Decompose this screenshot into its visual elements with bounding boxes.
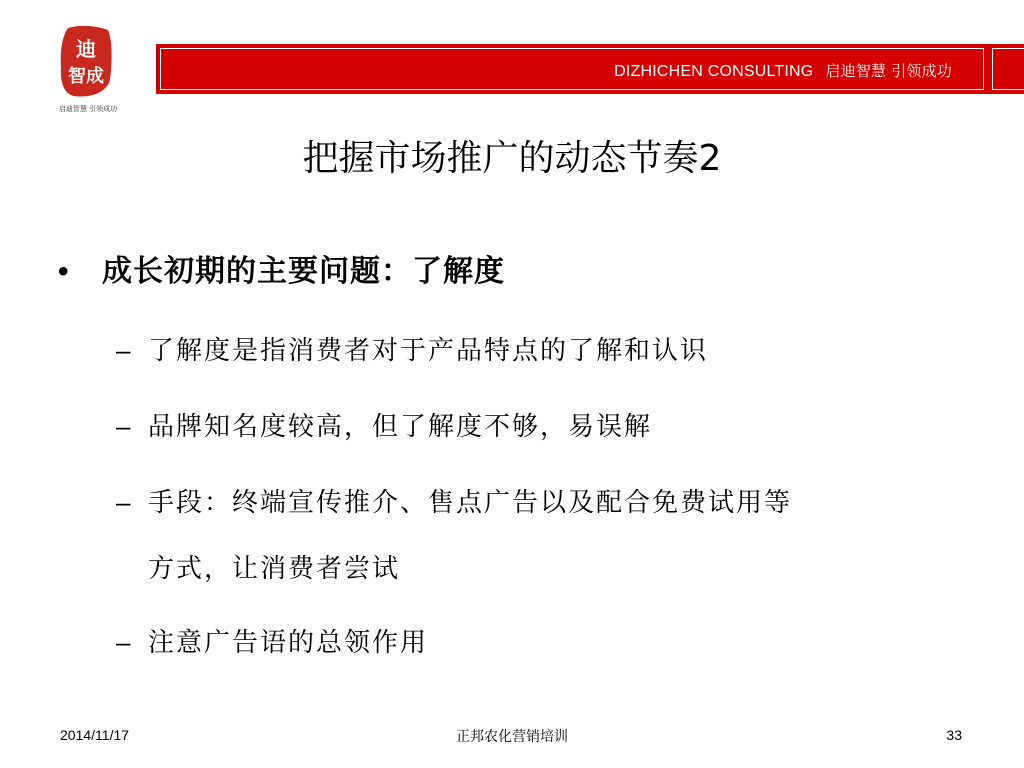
company-logo bbox=[52, 22, 124, 114]
sub-item bbox=[116, 622, 428, 659]
header-tab-inner bbox=[992, 48, 1024, 90]
sub-item bbox=[116, 330, 708, 367]
svg-text:迪: 迪 bbox=[76, 37, 96, 61]
dash-marker: – bbox=[116, 627, 131, 657]
dash-marker: – bbox=[116, 411, 131, 441]
bullet-item bbox=[58, 246, 505, 290]
svg-text:智成: 智成 bbox=[68, 66, 104, 87]
dash-marker: – bbox=[116, 335, 131, 365]
logo-caption: 启迪智慧 引领成功 bbox=[58, 105, 118, 113]
slide-title: 把握市场推广的动态节奏2 bbox=[302, 138, 722, 179]
dash-marker: – bbox=[116, 487, 131, 517]
header-brand-cn: 启迪智慧 引领成功 bbox=[825, 62, 952, 80]
bullet-marker: • bbox=[58, 255, 70, 288]
sub-item-text: 手段：终端宣传推介、售点广告以及配合免费试用等 bbox=[148, 488, 793, 518]
sub-item bbox=[116, 406, 652, 443]
sub-item-text: 了解度是指消费者对于产品特点的了解和认识 bbox=[148, 336, 709, 366]
seal-logo-icon bbox=[58, 24, 114, 100]
sub-item-text: 注意广告语的总领作用 bbox=[148, 628, 429, 658]
sub-item-continuation: 方式，让消费者尝试 bbox=[148, 554, 401, 584]
page-number: 33 bbox=[946, 727, 962, 743]
bullet-text: 成长初期的主要问题：了解度 bbox=[102, 254, 505, 289]
header-brand bbox=[614, 60, 952, 81]
header-brand-en: DIZHICHEN CONSULTING bbox=[614, 63, 814, 80]
sub-item-text: 品牌知名度较高，但了解度不够，易误解 bbox=[148, 412, 653, 442]
footer-title: 正邦农化营销培训 bbox=[456, 729, 568, 745]
sub-item bbox=[116, 482, 792, 519]
footer-date: 2014/11/17 bbox=[60, 727, 130, 743]
